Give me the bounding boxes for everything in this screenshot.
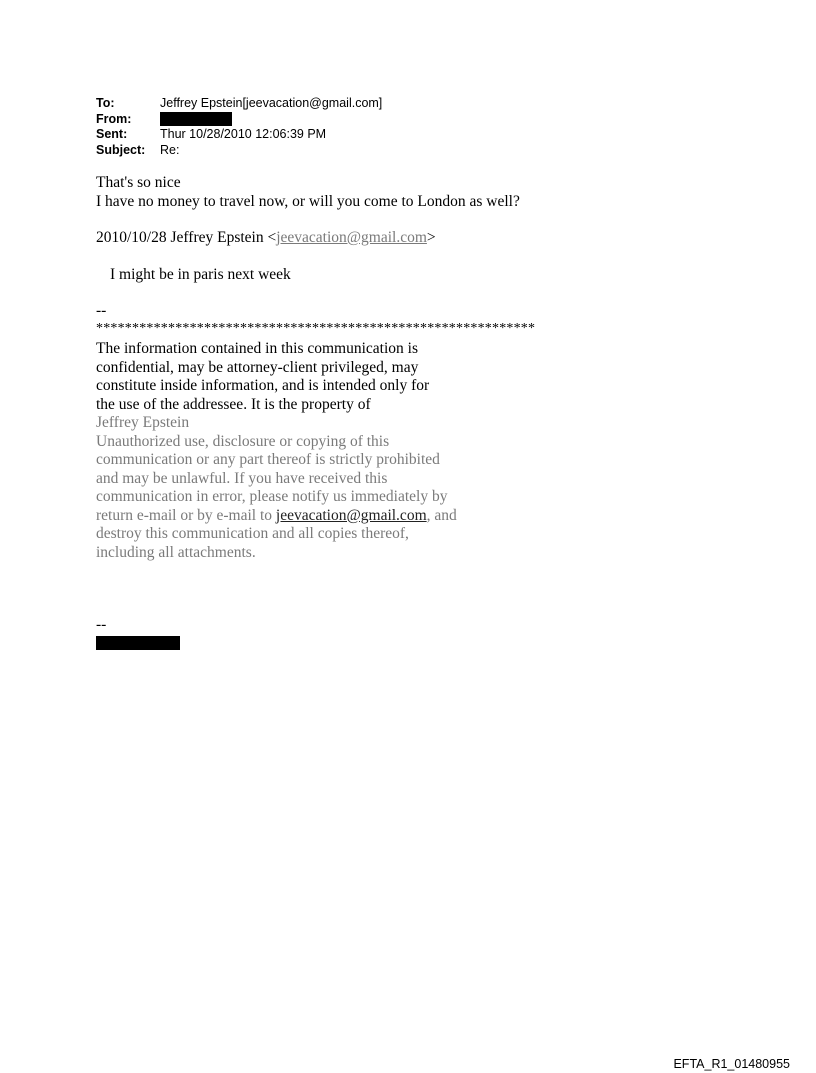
disclaimer-line-1: The information contained in this communication is <box>96 340 418 357</box>
quote-intro-email-link[interactable]: jeevacation@gmail.com <box>276 229 427 246</box>
sent-label: Sent: <box>96 127 128 141</box>
disclaimer-gray-line-1: Jeffrey Epstein <box>96 414 190 431</box>
to-value: Jeffrey Epstein[jeevacation@gmail.com] <box>160 96 383 110</box>
quote-intro-prefix: 2010/10/28 Jeffrey Epstein < <box>96 229 277 246</box>
disclaimer-email-suffix: , and <box>426 506 457 524</box>
from-redaction <box>160 112 232 126</box>
disclaimer-email-line <box>96 507 457 526</box>
sent-row <box>96 127 382 143</box>
disclaimer-gray-line-4: and may be unlawful. If you have received this <box>96 469 388 487</box>
signature-separator: -- <box>96 616 107 633</box>
quoted-line: I might be in paris next week <box>110 266 291 283</box>
disclaimer-email-prefix: return e-mail or by e-mail to <box>96 506 276 524</box>
disclaimer-line-2: confidential, may be attorney-client privileged, may <box>96 358 419 376</box>
disclaimer-line-4: the use of the addressee. It is the property of <box>96 395 371 413</box>
email-header <box>96 96 382 158</box>
from-label: From: <box>96 111 132 126</box>
body-line-2: I have no money to travel now, or will you come to London as well? <box>96 193 520 210</box>
disclaimer-gray-line-2: Unauthorized use, disclosure or copying of this <box>96 432 390 450</box>
disclaimer-gray-line-5: communication in error, please notify us immediately by <box>96 488 448 505</box>
subject-label: Subject: <box>96 142 146 157</box>
subject-value: Re: <box>160 142 180 157</box>
to-row <box>96 96 382 112</box>
subject-row <box>96 143 382 159</box>
disclaimer-gray-line-8: including all attachments. <box>96 543 256 561</box>
to-label: To: <box>96 96 115 110</box>
disclaimer-gray-line-3: communication or any part thereof is strictly prohibited <box>96 451 440 468</box>
body-line-1: That's so nice <box>96 174 181 191</box>
disclaimer-line-3: constitute inside information, and is intended only for <box>96 377 430 394</box>
signature-redaction <box>96 636 180 650</box>
separator-stars: ************************************************************* <box>96 321 536 336</box>
quote-intro <box>96 229 436 248</box>
disclaimer-email-link[interactable]: jeevacation@gmail.com <box>275 506 427 524</box>
document-id: EFTA_R1_01480955 <box>673 1057 790 1071</box>
sent-value: Thur 10/28/2010 12:06:39 PM <box>160 127 327 141</box>
from-row <box>96 112 382 128</box>
quote-intro-suffix: > <box>426 229 436 246</box>
separator-dashes: -- <box>96 302 107 319</box>
disclaimer-gray-line-7: destroy this communication and all copies thereof, <box>96 525 409 542</box>
